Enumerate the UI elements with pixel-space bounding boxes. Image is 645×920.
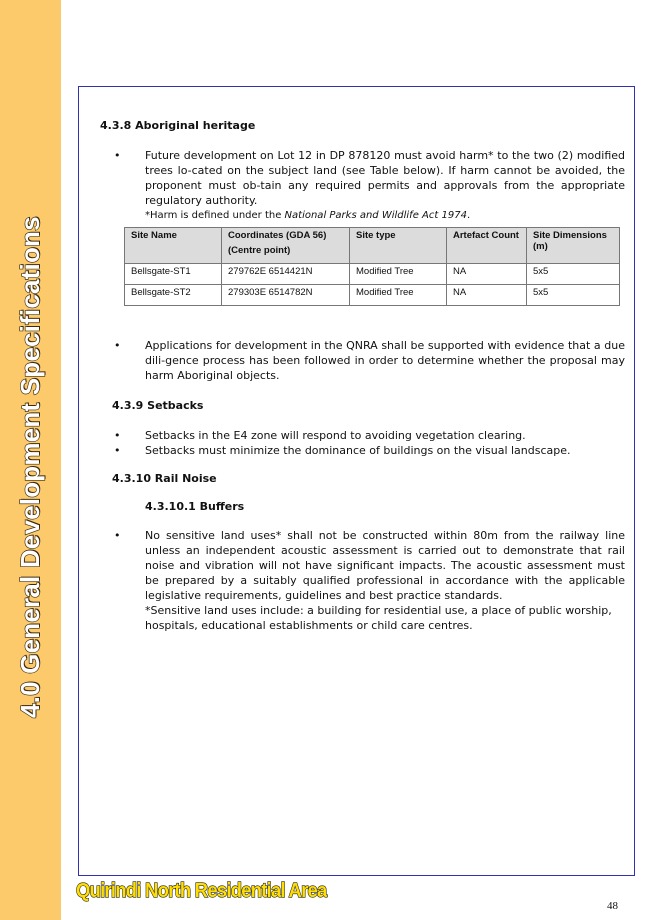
- cell-site-type: Modified Tree: [350, 285, 447, 306]
- cell-coordinates: 279303E 6514782N: [222, 285, 350, 306]
- bullet-lot12-harm: [100, 148, 625, 223]
- sidebar-title: 4.0 General Development Specifications: [15, 216, 45, 718]
- heading-rail-noise: 4.3.10 Rail Noise: [112, 472, 217, 485]
- table-header-row: [125, 228, 620, 264]
- cell-coordinates: 279762E 6514421N: [222, 264, 350, 285]
- heading-buffers: 4.3.10.1 Buffers: [145, 500, 245, 513]
- page-number: 48: [607, 900, 618, 912]
- harm-definition-note: *Harm is defined under the National Parks and Wildlife Act 1974.: [145, 210, 471, 221]
- heading-setbacks: 4.3.9 Setbacks: [112, 399, 204, 412]
- cell-site-name: Bellsgate-ST2: [125, 285, 222, 306]
- cell-site-dimensions: 5x5: [527, 264, 620, 285]
- header-site-type: Site type: [350, 228, 447, 264]
- table-row: [125, 285, 620, 306]
- bullet-setbacks-e4: • Setbacks in the E4 zone will respond to avoiding vegetation clearing.: [100, 428, 625, 443]
- bullet-text: No sensitive land uses* shall not be constructed within 80m from the railway line unless an independent acoustic assessment is carried out to demonstrate that rail noise and vibration will not have significant impacts. The acoustic assessment must be prepared by a suitably qualified professional in accordance with the applicable legislative requirements, guidelines and best practice standards.: [145, 529, 625, 602]
- header-coordinates: Coordinates (GDA 56) (Centre point): [222, 228, 350, 264]
- bullet-sensitive-land-uses: [100, 528, 625, 633]
- heading-aboriginal-heritage: 4.3.8 Aboriginal heritage: [100, 119, 256, 132]
- sensitive-land-uses-note: *Sensitive land uses include: a building for residential use, a place of public worship, hospitals, educational establishments or child care centres.: [145, 604, 612, 632]
- site-table: [124, 227, 620, 306]
- header-site-dimensions: Site Dimensions (m): [527, 228, 620, 264]
- bullet-setbacks-dominance: • Setbacks must minimize the dominance of buildings on the visual landscape.: [100, 443, 625, 458]
- table-row: [125, 264, 620, 285]
- footer-title: Quirindi North Residential Area: [76, 880, 327, 902]
- cell-site-name: Bellsgate-ST1: [125, 264, 222, 285]
- cell-artefact-count: NA: [447, 264, 527, 285]
- cell-artefact-count: NA: [447, 285, 527, 306]
- header-artefact-count: Artefact Count: [447, 228, 527, 264]
- document-body-lower: [100, 338, 625, 633]
- sidebar-band: [0, 0, 61, 920]
- cell-site-type: Modified Tree: [350, 264, 447, 285]
- bullet-due-diligence: • Applications for development in the QNRA shall be supported with evidence that a due dili-gence process has been followed in order to determine whether the proposal may harm Aboriginal objects.: [100, 338, 625, 383]
- bullet-text: Future development on Lot 12 in DP 878120 must avoid harm* to the two (2) modified trees lo-cated on the subject land (see Table below). If harm cannot be avoided, the proponent must ob-tain any required permits and approvals from the appropriate regulatory authority.: [145, 149, 625, 207]
- header-site-name: Site Name: [125, 228, 222, 264]
- document-body: [100, 118, 625, 223]
- cell-site-dimensions: 5x5: [527, 285, 620, 306]
